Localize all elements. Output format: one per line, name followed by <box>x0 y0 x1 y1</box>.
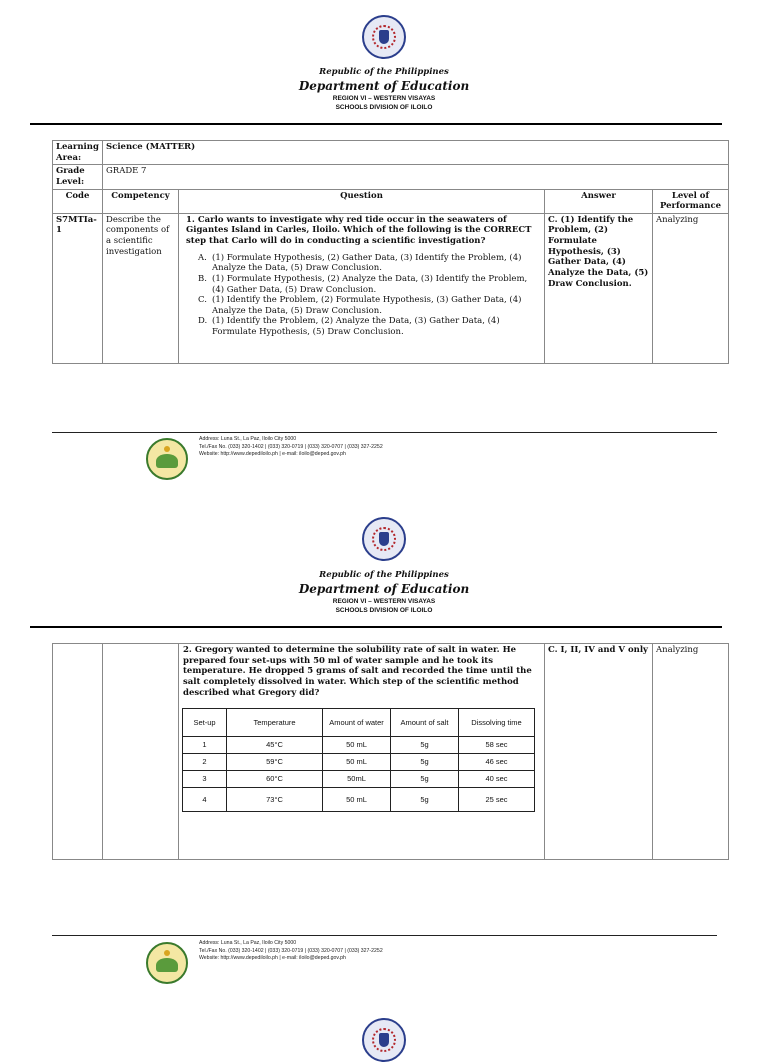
setup-cell: 2 <box>183 754 227 771</box>
setup-cell: 60°C <box>227 771 323 788</box>
setup-col-header: Set-up <box>183 709 227 737</box>
setup-cell: 5g <box>391 771 459 788</box>
grade-level-value: GRADE 7 <box>103 165 729 189</box>
question-cell <box>179 644 545 860</box>
item-competency-empty <box>103 644 179 860</box>
setup-cell: 50 mL <box>323 754 391 771</box>
footer-info <box>199 436 519 459</box>
choice-c <box>198 295 541 316</box>
item-competency: Describe the components of a scientific investigation <box>103 213 179 363</box>
footer-telfax: Tel./Fax No. (033) 320-1402 | (033) 320-0719 | (033) 320-0707 | (033) 327-2252 <box>199 443 383 450</box>
setup-col-header: Amount of salt <box>391 709 459 737</box>
region-label: REGION VI – WESTERN VISAYAS <box>332 95 436 102</box>
answer-2: C. I, II, IV and V only <box>545 644 653 860</box>
level-1: Analyzing <box>653 213 729 363</box>
choice-a <box>198 252 541 274</box>
deped-seal <box>362 517 406 561</box>
header-divider <box>30 626 722 628</box>
department-title: Department of Education <box>298 582 470 596</box>
choice-text: (1) Formulate Hypothesis, (2) Analyze the Data, (3) Identify the Problem, (4) Gather Data, (5) Draw Conclusion. <box>212 273 528 295</box>
question-2-text: 2. Gregory wanted to determine the solubility rate of salt in water. He prepared four set-ups with 50 ml of water sample and he took its temperature. He dropped 5 grams of salt and recorded the time until the salt completely dissolved in water. Which step of the scientific method described what Gregory did? <box>183 645 532 698</box>
setup-col-header: Amount of water <box>323 709 391 737</box>
footer-divider <box>52 935 717 936</box>
republic-title: Republic of the Philippines <box>319 67 449 77</box>
header-level: Level of Performance <box>653 189 729 213</box>
question-cell <box>179 213 545 363</box>
choice-b <box>198 273 541 295</box>
choice-text: (1) Identify the Problem, (2) Analyze the Data, (3) Gather Data, (4) Formulate Hypothesis, (5) Draw Conclusion. <box>212 316 500 337</box>
setup-cell: 45°C <box>227 737 323 754</box>
footer-info <box>199 940 519 963</box>
header-competency: Competency <box>103 189 179 213</box>
setup-cell: 5g <box>391 737 459 754</box>
header-question: Question <box>179 189 545 213</box>
choice-letter: C. <box>198 295 207 306</box>
assessment-table-1 <box>52 140 729 364</box>
setup-cell: 4 <box>183 788 227 812</box>
table-row <box>183 737 535 754</box>
choice-d <box>198 316 541 337</box>
setup-cell: 58 sec <box>459 737 535 754</box>
department-title: Department of Education <box>298 79 470 93</box>
setup-cell: 46 sec <box>459 754 535 771</box>
setup-col-header: Temperature <box>227 709 323 737</box>
item-code-empty <box>53 644 103 860</box>
footer-website: Website: http://www.depediloilo.ph | e-mail: iloilo@deped.gov.ph <box>199 955 346 961</box>
setup-cell: 40 sec <box>459 771 535 788</box>
region-label: REGION VI – WESTERN VISAYAS <box>332 598 436 605</box>
setup-cell: 50 mL <box>323 788 391 812</box>
choice-letter: B. <box>198 273 207 284</box>
division-label: SCHOOLS DIVISION OF ILOILO <box>335 607 433 614</box>
item-code: S7MTIa-1 <box>53 213 103 363</box>
table-row <box>183 788 535 812</box>
deped-seal <box>362 15 406 59</box>
division-logo <box>146 438 188 480</box>
setup-cell: 1 <box>183 737 227 754</box>
learning-area-label: Learning Area: <box>53 141 103 165</box>
setup-cell: 73°C <box>227 788 323 812</box>
header-divider <box>30 123 722 125</box>
republic-title: Republic of the Philippines <box>319 570 449 580</box>
setup-cell: 5g <box>391 754 459 771</box>
setup-cell: 3 <box>183 771 227 788</box>
choice-letter: D. <box>198 316 208 327</box>
choice-text: (1) Identify the Problem, (2) Formulate Hypothesis, (3) Gather Data, (4) Analyze the Data, (5) Draw Conclusion. <box>212 295 522 316</box>
answer-1: C. (1) Identify the Problem, (2) Formulate Hypothesis, (3) Gather Data, (4) Analyze the Data, (5) Draw Conclusion. <box>545 213 653 363</box>
setup-cell: 59°C <box>227 754 323 771</box>
footer-divider <box>52 432 717 433</box>
question-1-text: 1. Carlo wants to investigate why red tide occur in the seawaters of Gigantes Island in Carles, Iloilo. Which of the following is the CORRECT step that Carlo will do in conducting a scientific investigation? <box>186 214 532 246</box>
setup-col-header: Dissolving time <box>459 709 535 737</box>
header-code: Code <box>53 189 103 213</box>
table-row <box>183 771 535 788</box>
deped-seal-partial <box>362 1018 406 1062</box>
choice-letter: A. <box>198 252 207 263</box>
footer-telfax: Tel./Fax No. (033) 320-1402 | (033) 320-0719 | (033) 320-0707 | (033) 327-2252 <box>199 947 383 954</box>
division-label: SCHOOLS DIVISION OF ILOILO <box>335 104 433 111</box>
grade-level-label: Grade Level: <box>53 165 103 189</box>
level-2: Analyzing <box>653 644 729 860</box>
footer-address: Address: Luna St., La Paz, Iloilo City 5000 <box>199 940 297 946</box>
choices-list <box>182 253 541 338</box>
setup-cell: 50mL <box>323 771 391 788</box>
footer-address: Address: Luna St., La Paz, Iloilo City 5000 <box>199 436 297 442</box>
footer-website: Website: http://www.depediloilo.ph | e-mail: iloilo@deped.gov.ph <box>199 451 346 457</box>
setup-cell: 5g <box>391 788 459 812</box>
setup-cell: 25 sec <box>459 788 535 812</box>
setup-cell: 50 mL <box>323 737 391 754</box>
setup-table <box>182 708 535 812</box>
header-answer: Answer <box>545 189 653 213</box>
table-row <box>183 754 535 771</box>
learning-area-value: Science (MATTER) <box>103 141 729 165</box>
choice-text: (1) Formulate Hypothesis, (2) Gather Data, (3) Identify the Problem, (4) Analyze the Data, (5) Draw Conclusion. <box>212 252 522 274</box>
assessment-table-2 <box>52 643 729 860</box>
division-logo <box>146 942 188 984</box>
